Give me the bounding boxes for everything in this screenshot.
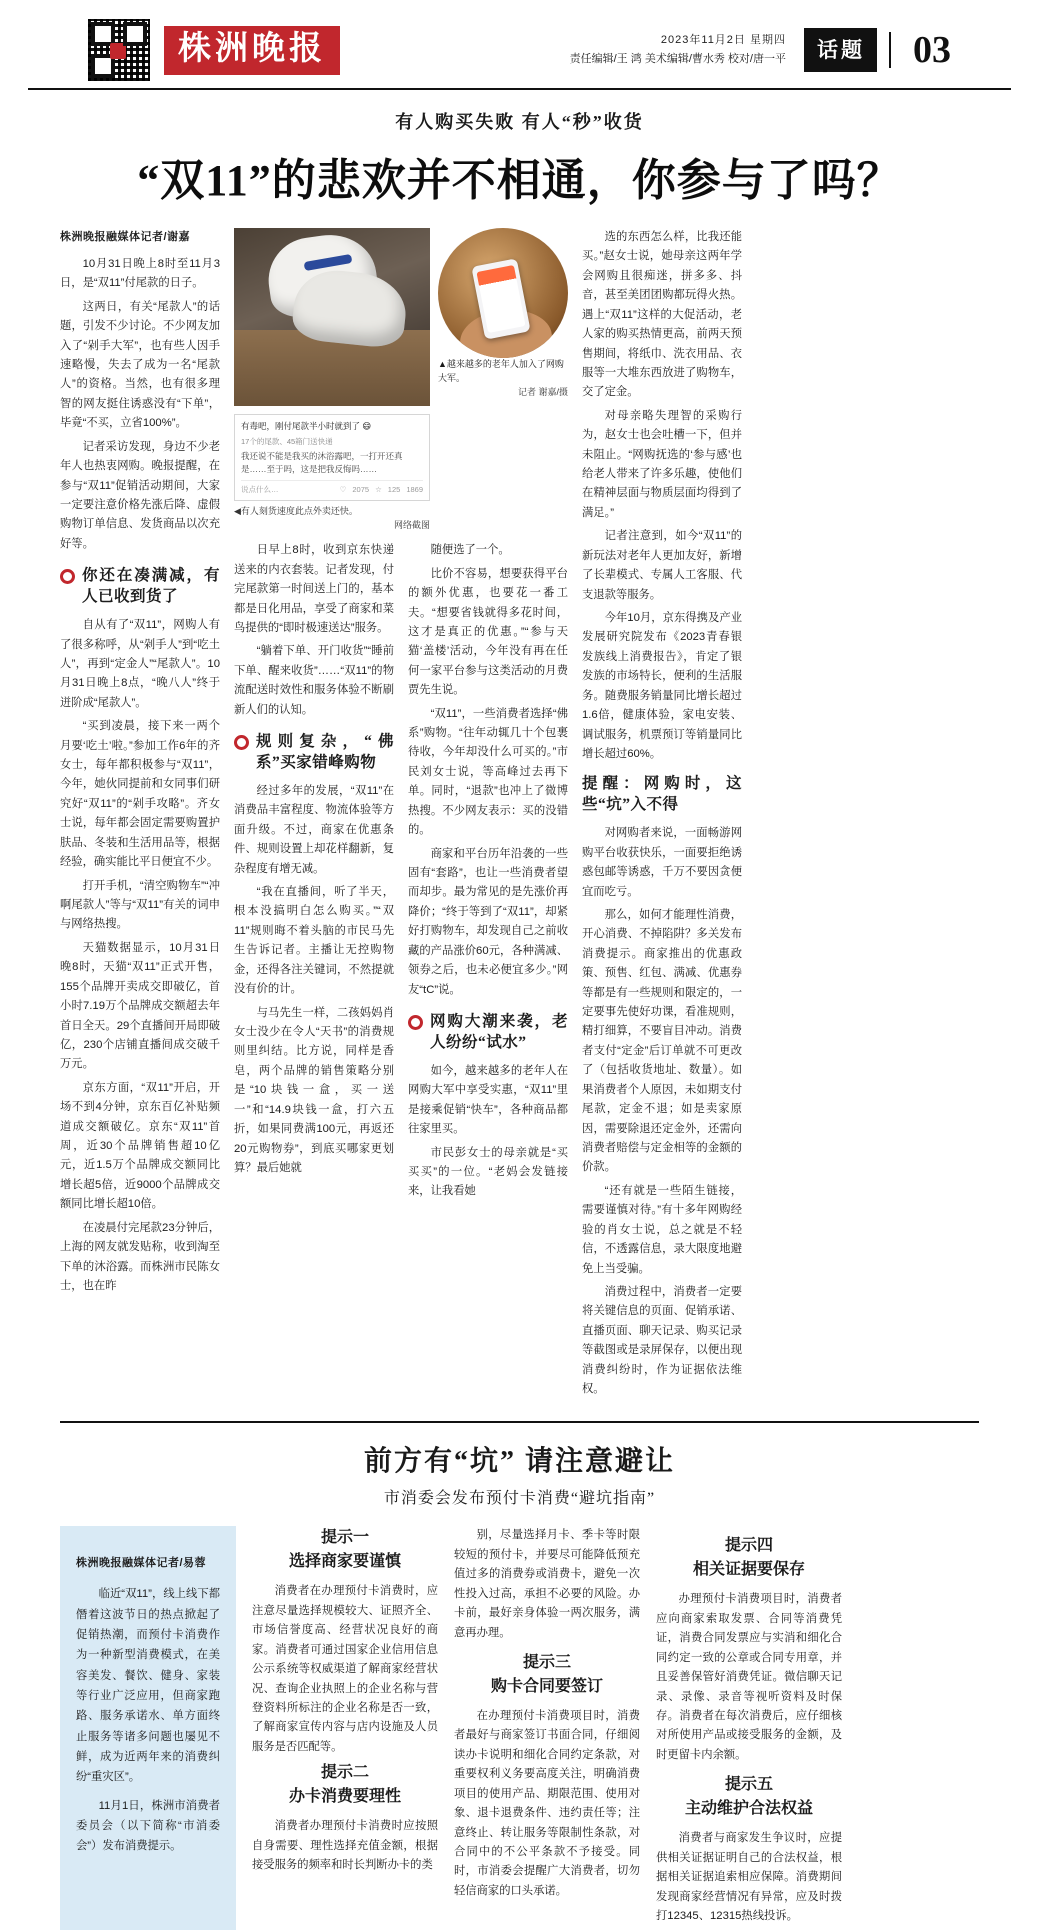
star-icon[interactable]: ☆: [375, 485, 382, 495]
like-icon[interactable]: ♡: [339, 485, 347, 495]
app-screenshot: [234, 414, 430, 501]
package-headline-block: [28, 1423, 1011, 1512]
tip-number: 提示三: [522, 1654, 571, 1671]
package-byline: 株洲晚报融媒体记者/易蓉: [76, 1557, 207, 1570]
paragraph: 办理预付卡消费项目时，消费者应向商家索取发票、合同等消费凭证，消费合同发票应与实消和细化合同约定一致的公章或合同专用章，并且妥善保管好消费凭证。微信聊天记录、录像、录音等视听资料及时保存。消费者在每次消费后，应仔细核对所使用产品或接受服务的金额，及时更留卡内余额。: [656, 1593, 842, 1761]
paragraph: 记者采访发现，身边不少老年人也热衷网购。晚报提醒，在参与“双11”促销活动期间，大家一定要注意价格先涨后降、虚假购物订单信息、发货商品以次充好等。: [60, 440, 220, 550]
tip-heading-4: [656, 1534, 842, 1582]
star-count: 125: [387, 485, 401, 495]
masthead-meta: [570, 31, 804, 68]
paragraph: “躺着下单、开门收货”“睡前下单、醒来收货”……“双11”的物流配送时效性和服务体验不断刷新人们的认知。: [234, 645, 394, 716]
section-block: [804, 28, 951, 72]
paragraph: 10月31日晚上8时至11月3日，是“双11”付尾款的日子。: [60, 257, 220, 290]
paragraph: 随便选了一个。: [430, 544, 510, 557]
tip-title: 选择商家要谨慎: [288, 1553, 401, 1571]
tip-subhead: [582, 774, 742, 816]
article-body: [28, 218, 1011, 1403]
share-count: 1869: [406, 485, 423, 495]
tip-title: 购卡合同要签订: [490, 1678, 603, 1695]
paragraph: 选的东西怎么样，比我还能买。”赵女士说，她母亲这两年学会网购且很痴迷，拼多多、抖音，甚至美团团购都玩得火热。遇上“双11”这样的大促活动，老人家的购买热情更高，前两天预售期间，将纸巾、洗衣用品、衣服等一大堆东西放进了购物车，交了定金。: [582, 231, 742, 399]
qr-code-icon[interactable]: [88, 19, 150, 81]
section-label: 话题: [805, 28, 877, 72]
tip-heading-3: [454, 1651, 640, 1699]
paragraph: 市民彭女士的母亲就是“买买买”的一位。“老妈会发链接来，让我看她: [408, 1146, 568, 1198]
paragraph: 消费者在办理预付卡消费时，应注意尽量选择规模较大、证照齐全、市场信誉度高、经营状况良好的商家。消费者可通过国家企业信用信息公示系统等权威渠道了解商家经营状况、查询企业执照上的企业名称与营登资料所标注的企业名称是否一致，了解商家宣传内容与店内设施及人员服务是否匹配等。: [252, 1585, 438, 1753]
section-subhead: [60, 566, 220, 608]
paragraph: 别，尽量选择月卡、季卡等时限较短的预付卡，并要尽可能降低预充值过多的消费券或消费卡，避免一次性投入过高，承担不必要的风险。办卡前，最好亲身体验一两次服务，满意再办理。: [454, 1529, 640, 1639]
editors-line: 责任编辑/王 鸿 美术编辑/曹水秀 校对/唐一平: [569, 53, 786, 65]
tip-number: 提示二: [320, 1764, 369, 1782]
package-lead-box: [60, 1526, 236, 1930]
section-subhead: [234, 732, 394, 774]
tip-title: 相关证据要保存: [692, 1561, 805, 1579]
bullet-icon: [60, 569, 75, 584]
paragraph: 对网购者来说，一面畅游网购平台收获快乐，一面要拒绝诱惑包邮等诱惑，千万不要因贪便宜而吃亏。: [582, 827, 742, 898]
tip-number: 提示四: [724, 1537, 773, 1555]
photo-credit-bottom: 网络截图: [393, 520, 430, 531]
photo-shoes: [234, 228, 430, 406]
paragraph: 消费者与商家发生争议时，应提供相关证据证明自己的合法权益，根据相关证据追索相应保障。消费期间发现商家经营情况有异常，应及时拨打12345、12315热线投诉。: [656, 1832, 842, 1922]
paragraph: 日早上8时，收到京东快递送来的内衣套装。记者发现，付完尾款第一时间送上门的，基本都是日化用品，享受了商家和菜鸟提供的“即时极速送达”服务。: [234, 544, 394, 634]
section-divider: [889, 32, 891, 68]
paragraph: 对母亲略失理智的采购行为，赵女士也会吐槽一下，但并未阻止。“网购抚选的‘参与感’也给老人带来了许多乐趣，使他们在精神层面与物质层面均得到了满足。”: [582, 409, 742, 519]
paragraph: 如今，越来越多的老年人在网购大军中享受实惠，“双11”里是接乘促销“快车”，各种商品都往家里买。: [408, 1064, 568, 1136]
paragraph: 这两日，有关“尾款人”的话题，引发不少讨论。不少网友加入了“剁手大军”，也有些人因手速略慢，失去了成为一名“尾款人”的资格。当然，也有很多理智的网友挺住诱惑没有“下单”，毕竟“不买，立省100%”。: [60, 300, 220, 430]
article-column-1: [60, 228, 220, 1403]
section-subhead: [408, 1012, 568, 1054]
paragraph: 天猫数据显示，10月31日晚8时，天猫“双11”正式开售，155个品牌开卖成交即破亿，首小时7.19万个品牌成交额超去年首日全天。29个直播间开局即破亿，230个店铺直播间成交破千万元。: [60, 941, 220, 1071]
paragraph: “还有就是一些陌生链接，需要谨慎对待。”有十多年网购经验的肖女士说，总之就是不轻信，不透露信息，录大限度地避免上当受骗。: [582, 1184, 742, 1275]
tip-heading-2: [252, 1761, 438, 1809]
article-column-4: [582, 228, 742, 1403]
paragraph: 经过多年的发展，“双11”在消费品丰富程度、物流体验等方面升级。不过，商家在优惠条件、规则设置上却花样翻新，复杂程度有增无减。: [234, 784, 394, 875]
paragraph: 消费者办理预付卡消费时应按照自身需要、理性选择充值金额，根据接受服务的频率和时长判断办卡的类: [252, 1820, 438, 1872]
paragraph: 自从有了“双11”，网购人有了很多称呼，从“剁手人”到“吃土人”，再到“定金人”“尾款人”。10月31日晚上8点，“晚八人”终于迸阶成“尾款人”。: [60, 619, 220, 709]
paragraph: 11月1日，株洲市消费者委员会（以下简称“市消委会”）发布消费提示。: [76, 1799, 220, 1853]
masthead: [28, 0, 1011, 90]
paragraph: 商家和平台历年沿袭的一些固有“套路”，也让一些消费者望而却步。最为常见的是先涨价再降价；“终于等到了“双11”，却紧好打购物车，却发现自己之前收藏的产品涨价60元，各种满减、领券之后，也未必便宜多少。”网友“tC”说。: [408, 847, 568, 996]
screenshot-meta: 17个的尾款、45箱门送快递: [241, 437, 333, 447]
like-count: 2075: [352, 485, 370, 495]
paragraph: “我在直播间，听了半天，根本没搞明白怎么购买。”“双11”规则晦不着头脑的市民马先生告诉记者。主播让无控购物金，还得各注关键词，不然提就没有价的计。: [234, 886, 394, 996]
paragraph: “双11”，一些消费者选择“佛系”购物。“往年动辄几十个包裹待收，今年却没什么可买的。”市民刘女士说，等高峰过去再下单。同时，“退款”也冲上了微博热搜。不少网友表示：买的没错的。: [408, 707, 568, 837]
subhead-text: 提醒：网购时，这些“坑”入不得: [582, 775, 742, 814]
headline-block: [28, 90, 1011, 218]
paragraph: “买到凌晨，接下来一两个月要‘吃土’啦。”参加工作6年的齐女士，每年都积极参与“双11”，今年，她伙同提前和女同事们研究好“双11”的“剁手攻略”。齐女士说，每年都会固定需要购置护肤品、冬装和生活用品等，根据经验，确实能比平日便宜不少。: [60, 720, 220, 869]
tip-heading-5: [656, 1773, 842, 1821]
paragraph: 在凌晨付完尾款23分钟后，上海的网友就发贴称，收到淘至下单的沐浴露。而株洲市民陈女士，也在昨: [60, 1221, 220, 1292]
paragraph: 与马先生一样，二孩妈妈肖女士没少在令人“天书”的消费规则里纠结。比方说，同样是香皂，两个品牌的销售策略分别是“10块钱一盒，买一送一”和“14.9块钱一盒，打六五折，如果同费满100元，再返还20元购物券”，到底买哪家更划算？最后她就: [234, 1006, 394, 1174]
tip-number: 提示一: [320, 1529, 369, 1547]
paragraph: 记者注意到，如今“双11”的新玩法对老年人更加友好，新增了长辈模式、专属人工客服、代支退款等服务。: [582, 530, 742, 601]
screenshot-action-bar[interactable]: [241, 480, 423, 496]
package-subtitle: 市消委会发布预付卡消费“避坑指南”: [383, 1490, 656, 1508]
newspaper-logo: 株洲晚报: [164, 26, 340, 75]
subhead-text: 你还在凑满减，有人已收到货了: [82, 567, 220, 606]
bullet-icon: [408, 1015, 423, 1030]
tip-column-3: [656, 1526, 842, 1930]
main-headline: “双11”的悲欢并不相通，你参与了吗？: [137, 156, 902, 205]
tip-number: 提示五: [724, 1776, 773, 1794]
comment-placeholder[interactable]: 说点什么…: [241, 485, 279, 495]
bullet-icon: [234, 735, 249, 750]
photo-caption-right: ▲越来越多的老年人加入了网购大军。: [438, 359, 564, 383]
photo-caption-bottom: ◀有人刻货速度此点外卖还快。: [234, 505, 358, 516]
paragraph: 消费过程中，消费者一定要将关键信息的页面、促销承诺、直播页面、聊天记录、购买记录等截图或是录屏保存，以便出现消费纠纷时，作为证据依法维权。: [582, 1285, 742, 1396]
screenshot-body: 我还说不能是我买的沐浴露吧，一打开还真是……至于吗，这是把我反悔吗……: [241, 450, 403, 474]
paragraph: 在办理预付卡消费项目时，消费者最好与商家签订书面合同，仔细阅读办卡说明和细化合同约定条款，对重要权利义务要高度关注，明确消费项目的使用产品、期限范围、使用对象、退卡退费条件、违约责任等；注意终止、转让服务等限制性条款，对合同中的不公平条款不予接受。同时，市消委会提醒广大消费者，切勿轻信商家的口头承诺。: [454, 1710, 640, 1897]
article-column-2: [234, 541, 394, 1206]
issue-date: 2023年11月2日 星期四: [660, 34, 786, 47]
tip-column-1: [252, 1526, 438, 1930]
photo-elderly-shopper: [438, 228, 568, 406]
screenshot-title: 有毒吧，刚付尾款半小时就到了 😄: [241, 421, 372, 431]
photo-credit: 记者 谢嘉/摄: [517, 387, 568, 397]
article-column-3: [408, 541, 568, 1206]
byline: 株洲晚报融媒体记者/谢嘉: [60, 231, 191, 243]
package-title: 前方有“坑” 请注意避让: [363, 1446, 675, 1478]
tip-title: 主动维护合法权益: [684, 1800, 813, 1818]
subhead-text: 网购大潮来袭，老人纷纷“试水”: [430, 1012, 568, 1051]
paragraph: 今年10月，京东得携及产业发展研究院发布《2023青春银发族线上消费报告》，肯定了银发族的市场特长，便利的生活服务。随费服务销量同比增长超过1.6倍，健康体验，家电安装、调试服务，机票预订等销量同比增长超过60%。: [582, 612, 742, 760]
paragraph: 临近“双11”，线上线下都僭着这波节日的热点掀起了促销热潮，而预付卡消费作为一种新型消费模式，在美容美发、餐饮、健身、家装等行业广泛应用，但商家跑路、服务承诺水、单方面终止服务等诸多问题也屡见不鲜，成为近两年来的消费纠纷“重灾区”。: [76, 1588, 220, 1784]
tip-column-2: [454, 1526, 640, 1930]
package-body: [28, 1512, 1011, 1930]
paragraph: 那么，如何才能理性消费，开心消费、不掉陷阱？多关发布消费提示。商家推出的优惠政策、预售、红包、满减、优惠券等都是有一些规则和限定的，一定要事先使好功课，看准规则，精打细算，不要盲目冲动。消费者支付“定金”后订单就不可更改了（包括收货地址、数量）。如果消费者个人原因，未如期支付尾款，定金不退；如是卖家原因，需要除退还定金外，还需向消费者赔偿与定金相等的金额的价款。: [582, 908, 742, 1174]
tip-title: 办卡消费要理性: [288, 1788, 401, 1806]
shoulder-headline: 有人购买失败 有人“秒”收货: [395, 112, 644, 132]
paragraph: 京东方面，“双11”开启，开场不到4分钟，京东百亿补贴频道成交额破亿。京东“双11”首周，近30个品牌销售超10亿元，近1.5万个品牌成交额同比增长超5倍，近9000个品牌成交额同比增长超10倍。: [60, 1081, 220, 1211]
page-number: 03: [913, 29, 951, 71]
paragraph: 比价不容易，想要获得平台的额外优惠，也要花一番工夫。“想要省钱就得多花时间，这才是真正的优惠。”“参与天猫‘盖楼’活动，今年没有再在任何一家平台参与这类活动的月费贾先生说。: [408, 567, 568, 697]
paragraph: 打开手机，“清空购物车”“冲啊尾款人”等与“双11”有关的词申与网络热搜。: [60, 879, 220, 931]
tip-heading-1: [252, 1526, 438, 1574]
subhead-text: 规则复杂，“佛系”买家错峰购物: [256, 733, 394, 771]
media-block: [234, 228, 568, 1403]
